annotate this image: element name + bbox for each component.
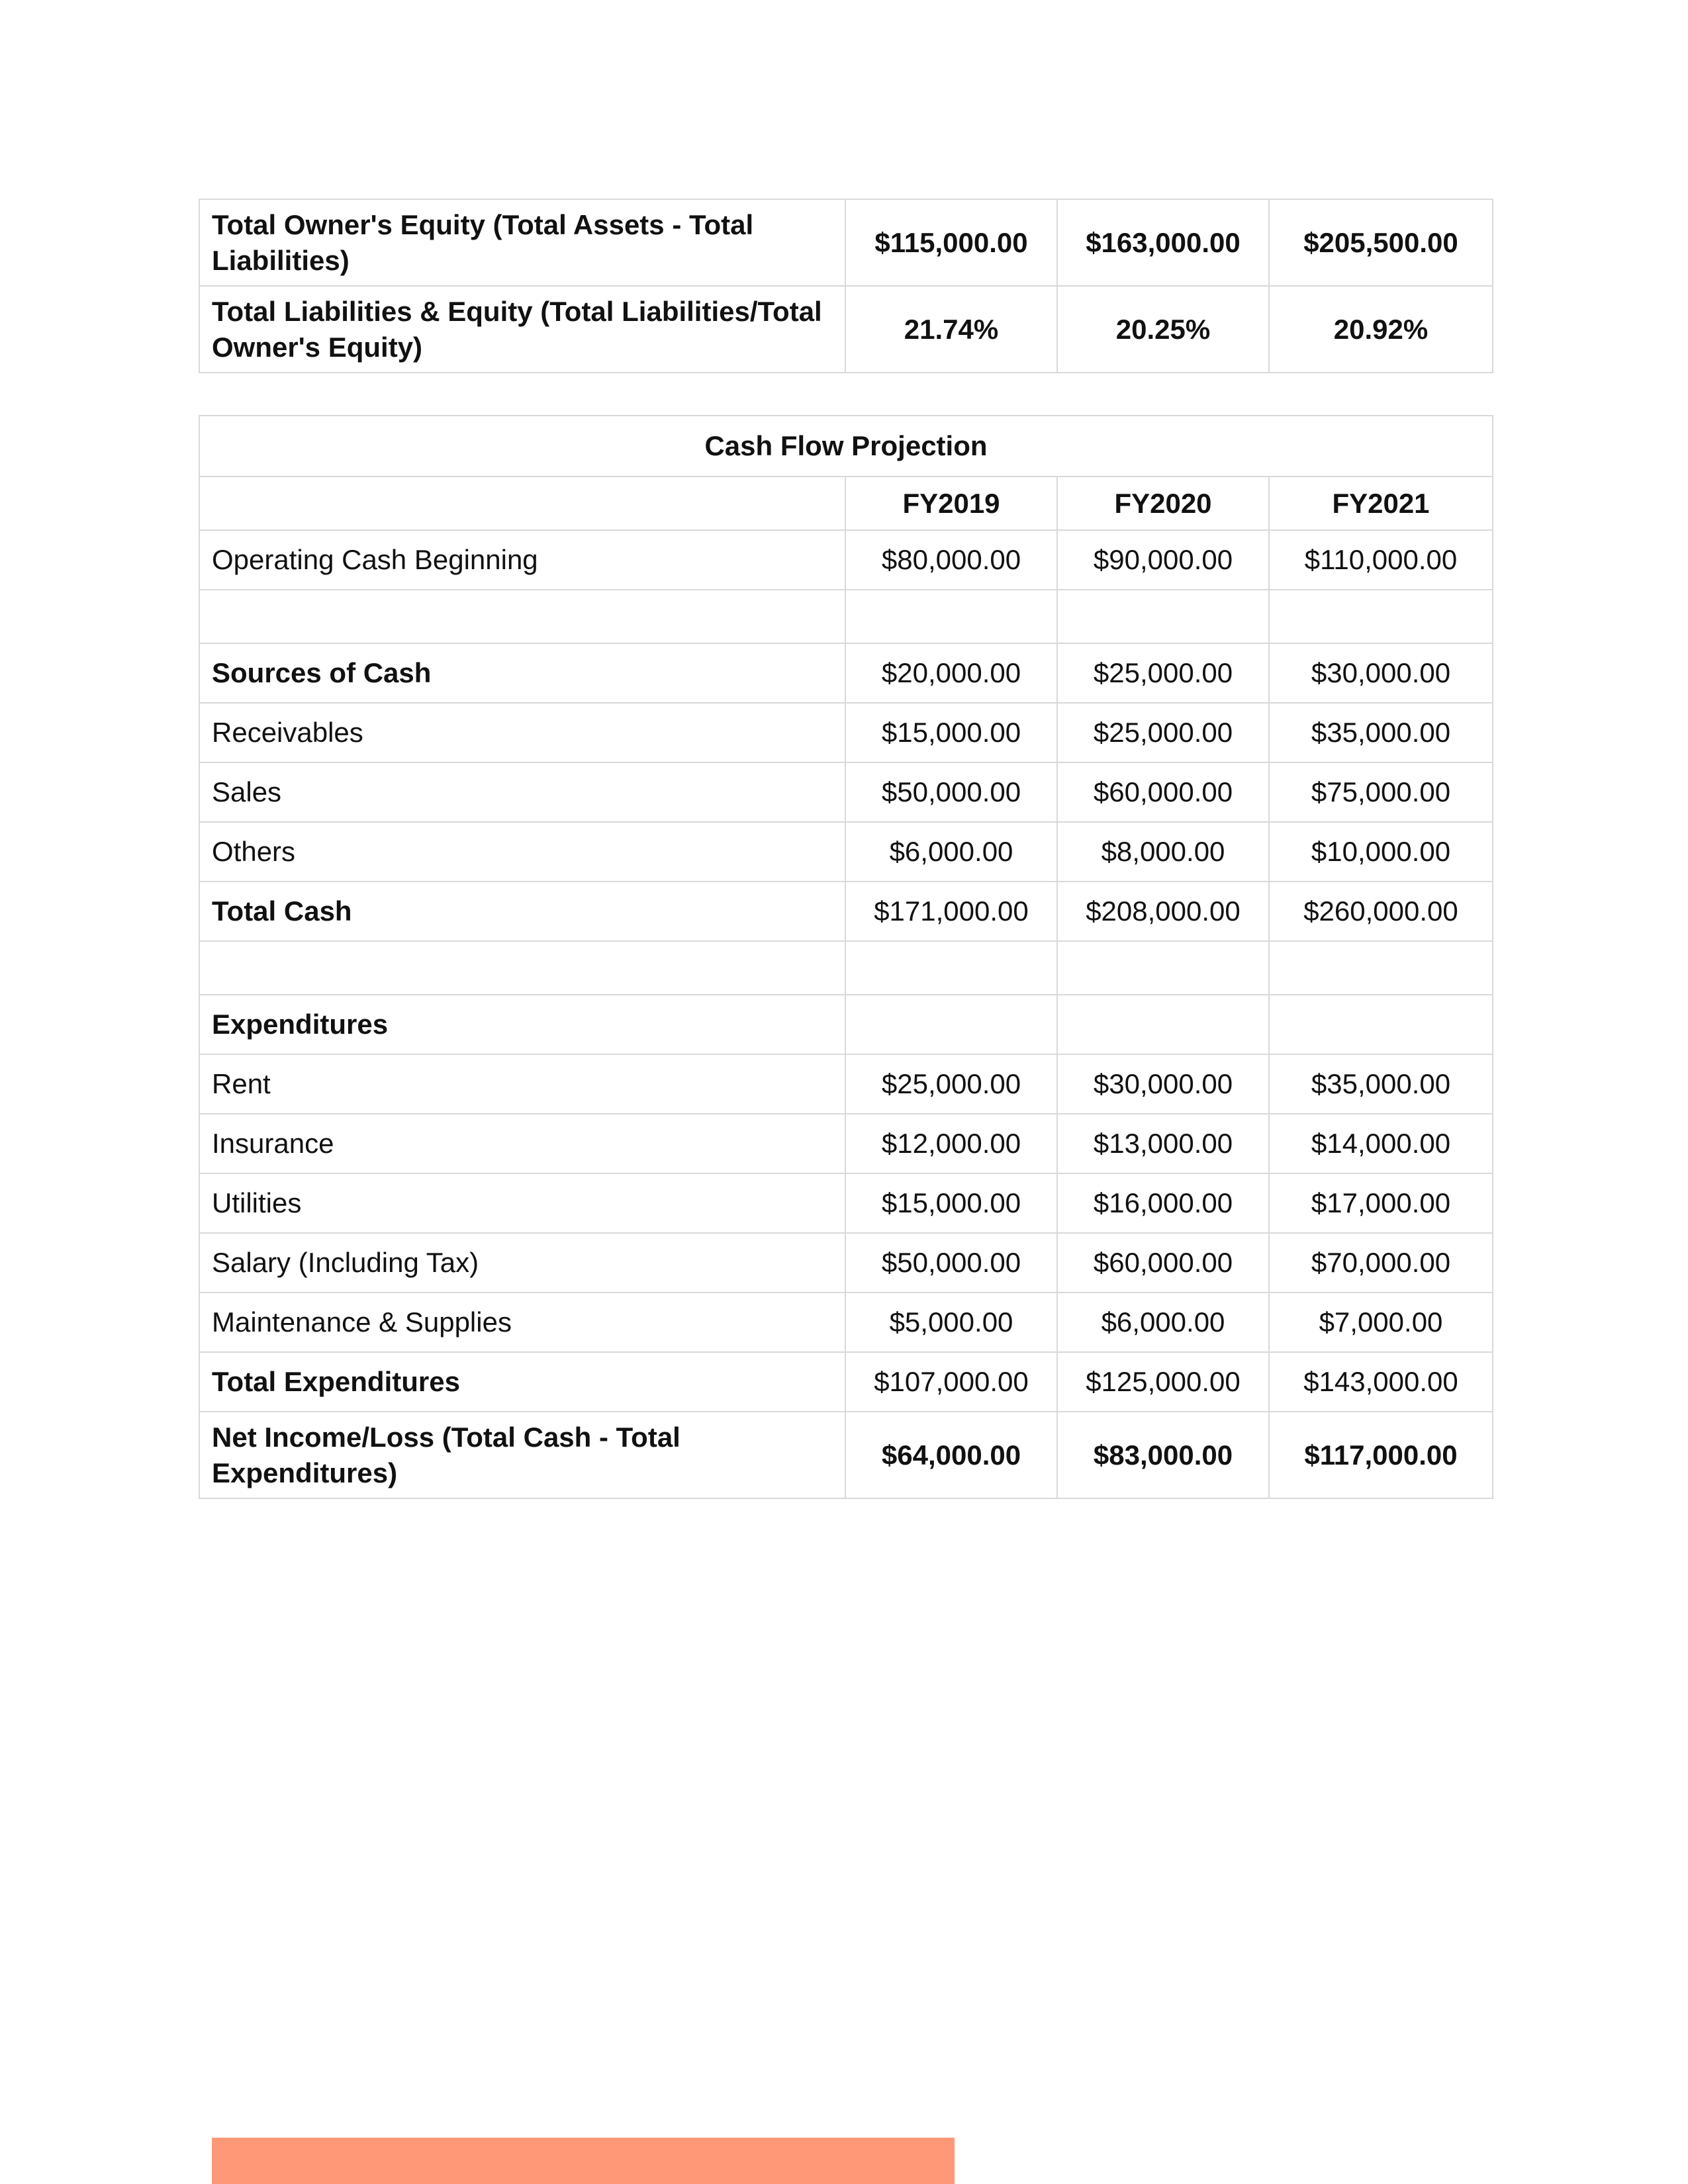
value-cell: $14,000.00 bbox=[1269, 1114, 1493, 1173]
value-cell: $13,000.00 bbox=[1057, 1114, 1269, 1173]
value-cell: $107,000.00 bbox=[845, 1352, 1057, 1412]
value-cell: 20.25% bbox=[1057, 286, 1269, 373]
value-cell: $70,000.00 bbox=[1269, 1233, 1493, 1293]
value-cell: $83,000.00 bbox=[1057, 1412, 1269, 1498]
value-cell: $35,000.00 bbox=[1269, 1054, 1493, 1114]
value-cell: $125,000.00 bbox=[1057, 1352, 1269, 1412]
row-label-receivables: Receivables bbox=[199, 703, 845, 762]
table-row bbox=[199, 286, 1493, 373]
value-cell: $60,000.00 bbox=[1057, 762, 1269, 822]
table-row bbox=[199, 1352, 1493, 1412]
empty-cell bbox=[1057, 995, 1269, 1054]
column-header-fy2020: FY2020 bbox=[1057, 477, 1269, 530]
row-label-rent: Rent bbox=[199, 1054, 845, 1114]
empty-cell bbox=[845, 941, 1057, 995]
table-title-row bbox=[199, 416, 1493, 477]
row-label-others: Others bbox=[199, 822, 845, 882]
value-cell: $15,000.00 bbox=[845, 1173, 1057, 1233]
value-cell: $25,000.00 bbox=[1057, 643, 1269, 703]
value-cell: $50,000.00 bbox=[845, 762, 1057, 822]
value-cell: 21.74% bbox=[845, 286, 1057, 373]
table-row bbox=[199, 199, 1493, 286]
table-row bbox=[199, 822, 1493, 882]
value-cell: $10,000.00 bbox=[1269, 822, 1493, 882]
value-cell: $30,000.00 bbox=[1057, 1054, 1269, 1114]
row-label-utilities: Utilities bbox=[199, 1173, 845, 1233]
value-cell: $17,000.00 bbox=[1269, 1173, 1493, 1233]
empty-cell bbox=[1269, 941, 1493, 995]
empty-cell bbox=[199, 590, 845, 643]
table-row bbox=[199, 1114, 1493, 1173]
table-row bbox=[199, 1412, 1493, 1498]
value-cell: $8,000.00 bbox=[1057, 822, 1269, 882]
owners-equity-table bbox=[199, 199, 1493, 373]
value-cell: $16,000.00 bbox=[1057, 1173, 1269, 1233]
value-cell: $15,000.00 bbox=[845, 703, 1057, 762]
value-cell: $20,000.00 bbox=[845, 643, 1057, 703]
value-cell: $25,000.00 bbox=[1057, 703, 1269, 762]
value-cell: $50,000.00 bbox=[845, 1233, 1057, 1293]
value-cell: $90,000.00 bbox=[1057, 530, 1269, 590]
table-title: Cash Flow Projection bbox=[199, 416, 1493, 477]
table-row bbox=[199, 703, 1493, 762]
table-row bbox=[199, 1233, 1493, 1293]
value-cell: $60,000.00 bbox=[1057, 1233, 1269, 1293]
header-empty-cell bbox=[199, 477, 845, 530]
table-row bbox=[199, 1054, 1493, 1114]
value-cell: $5,000.00 bbox=[845, 1293, 1057, 1352]
row-label-sales: Sales bbox=[199, 762, 845, 822]
value-cell: $163,000.00 bbox=[1057, 199, 1269, 286]
table-row bbox=[199, 995, 1493, 1054]
value-cell: $143,000.00 bbox=[1269, 1352, 1493, 1412]
row-label-salary: Salary (Including Tax) bbox=[199, 1233, 845, 1293]
table-row bbox=[199, 530, 1493, 590]
blank-row bbox=[199, 941, 1493, 995]
table-row bbox=[199, 762, 1493, 822]
value-cell: $80,000.00 bbox=[845, 530, 1057, 590]
row-label-maintenance: Maintenance & Supplies bbox=[199, 1293, 845, 1352]
empty-cell bbox=[845, 995, 1057, 1054]
value-cell: 20.92% bbox=[1269, 286, 1493, 373]
value-cell: $110,000.00 bbox=[1269, 530, 1493, 590]
value-cell: $6,000.00 bbox=[845, 822, 1057, 882]
empty-cell bbox=[199, 941, 845, 995]
row-label-total-cash: Total Cash bbox=[199, 882, 845, 941]
column-header-fy2021: FY2021 bbox=[1269, 477, 1493, 530]
value-cell: $35,000.00 bbox=[1269, 703, 1493, 762]
value-cell: $75,000.00 bbox=[1269, 762, 1493, 822]
value-cell: $208,000.00 bbox=[1057, 882, 1269, 941]
row-label-net-income: Net Income/Loss (Total Cash - Total Expenditures) bbox=[199, 1412, 845, 1498]
value-cell: $117,000.00 bbox=[1269, 1412, 1493, 1498]
empty-cell bbox=[845, 590, 1057, 643]
blank-row bbox=[199, 590, 1493, 643]
empty-cell bbox=[1057, 590, 1269, 643]
row-label-total-expenditures: Total Expenditures bbox=[199, 1352, 845, 1412]
table-row bbox=[199, 1293, 1493, 1352]
column-header-fy2019: FY2019 bbox=[845, 477, 1057, 530]
cash-flow-projection-table bbox=[199, 415, 1493, 1499]
row-label-total-liabilities-equity: Total Liabilities & Equity (Total Liabilities/Total Owner's Equity) bbox=[199, 286, 845, 373]
footer-accent-bar bbox=[212, 2138, 955, 2184]
empty-cell bbox=[1269, 995, 1493, 1054]
value-cell: $115,000.00 bbox=[845, 199, 1057, 286]
value-cell: $64,000.00 bbox=[845, 1412, 1057, 1498]
value-cell: $6,000.00 bbox=[1057, 1293, 1269, 1352]
row-label-operating-cash: Operating Cash Beginning bbox=[199, 530, 845, 590]
value-cell: $260,000.00 bbox=[1269, 882, 1493, 941]
table-row bbox=[199, 1173, 1493, 1233]
table-row bbox=[199, 643, 1493, 703]
value-cell: $205,500.00 bbox=[1269, 199, 1493, 286]
table-row bbox=[199, 882, 1493, 941]
empty-cell bbox=[1057, 941, 1269, 995]
row-label-sources-of-cash: Sources of Cash bbox=[199, 643, 845, 703]
table-header-row bbox=[199, 477, 1493, 530]
value-cell: $7,000.00 bbox=[1269, 1293, 1493, 1352]
empty-cell bbox=[1269, 590, 1493, 643]
row-label-expenditures: Expenditures bbox=[199, 995, 845, 1054]
value-cell: $30,000.00 bbox=[1269, 643, 1493, 703]
value-cell: $12,000.00 bbox=[845, 1114, 1057, 1173]
row-label-insurance: Insurance bbox=[199, 1114, 845, 1173]
value-cell: $171,000.00 bbox=[845, 882, 1057, 941]
value-cell: $25,000.00 bbox=[845, 1054, 1057, 1114]
row-label-total-owners-equity: Total Owner's Equity (Total Assets - Total Liabilities) bbox=[199, 199, 845, 286]
